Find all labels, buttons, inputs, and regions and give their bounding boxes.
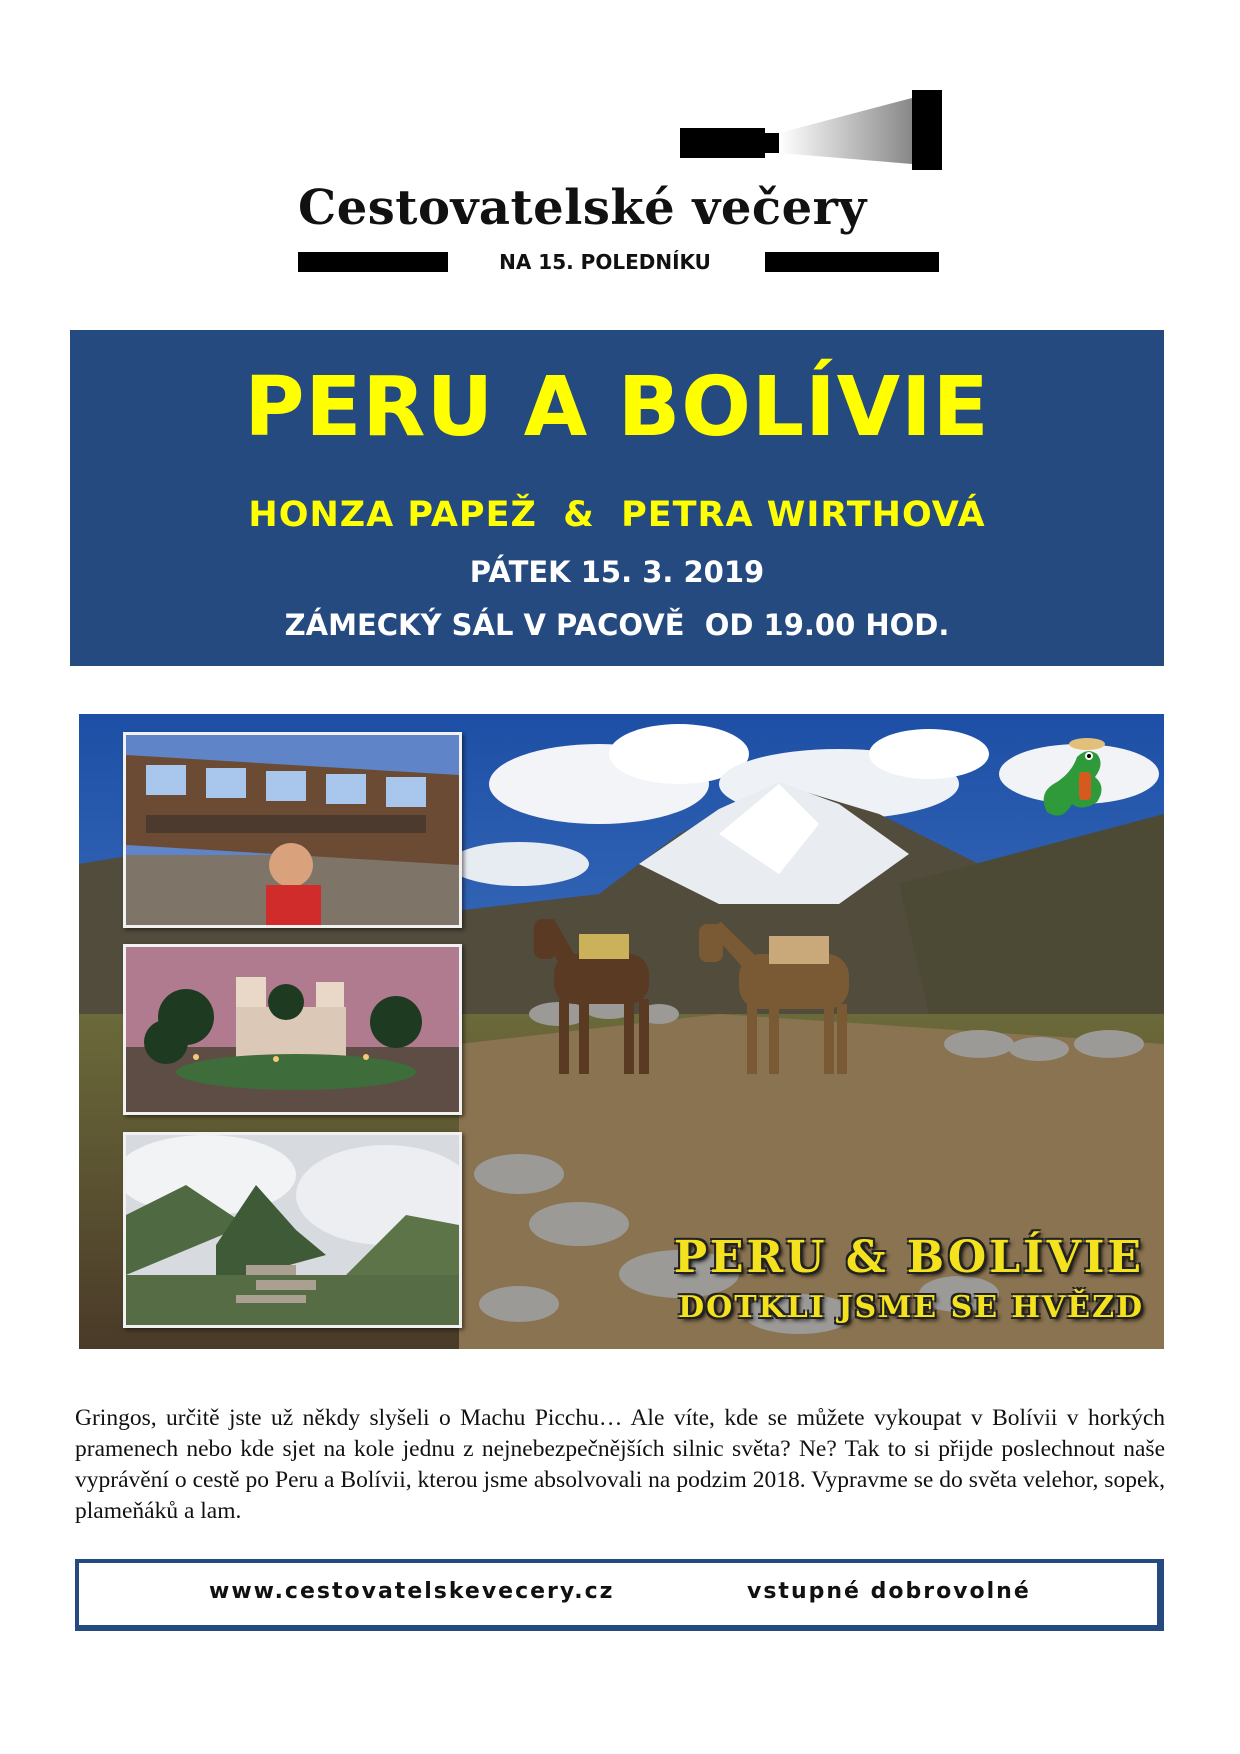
plaza-photo <box>126 947 459 1112</box>
machu-picchu-photo <box>126 1135 459 1325</box>
main-photo <box>79 714 1164 1349</box>
event-date: PÁTEK 15. 3. 2019 <box>469 555 765 589</box>
thumb-plaza <box>123 944 462 1115</box>
photo-caption-title: PERU & BOLÍVIE <box>673 1232 1144 1283</box>
event-authors: HONZA PAPEŽ & PETRA WIRTHOVÁ <box>248 495 986 535</box>
logo <box>290 90 950 290</box>
event-venue: ZÁMECKÝ SÁL V PACOVĚ OD 19.00 HOD. <box>284 608 950 642</box>
event-banner <box>70 330 1164 666</box>
photo-caption-subtitle: DOTKLI JSME SE HVĚZD <box>678 1290 1144 1325</box>
admission-note: vstupné dobrovolné <box>747 1579 1031 1604</box>
thumb-machu-picchu <box>123 1132 462 1328</box>
logo-title: Cestovatelské večery <box>298 180 867 236</box>
logo-right-bar <box>765 252 939 272</box>
event-description: Gringos, určitě jste už někdy slyšeli o Machu Picchu… Ale víte, kde se můžete vykoupat v Bolívii v horkých pramenech nebo kde sjet na kole jednu z nejnebezpečnějších silnic světa? Ne? Tak to si přijde poslechnout naše vyprávění o cestě po Peru a Bolívii, kterou jsme absolvovali na podzim 2018. Vypravme se do světa velehor, sopek, plameňáků a lam. <box>75 1405 1165 1524</box>
website-link[interactable]: www.cestovatelskevecery.cz <box>209 1579 615 1604</box>
logo-subtitle: NA 15. POLEDNÍKU <box>499 250 711 274</box>
event-title: PERU A BOLÍVIE <box>244 360 990 455</box>
thumb-train <box>123 732 462 928</box>
projector-icon <box>680 90 950 172</box>
train-photo <box>126 735 459 925</box>
logo-left-bar <box>298 252 448 272</box>
lizard-mascot-logo <box>1017 732 1127 832</box>
footer-box <box>75 1559 1164 1631</box>
